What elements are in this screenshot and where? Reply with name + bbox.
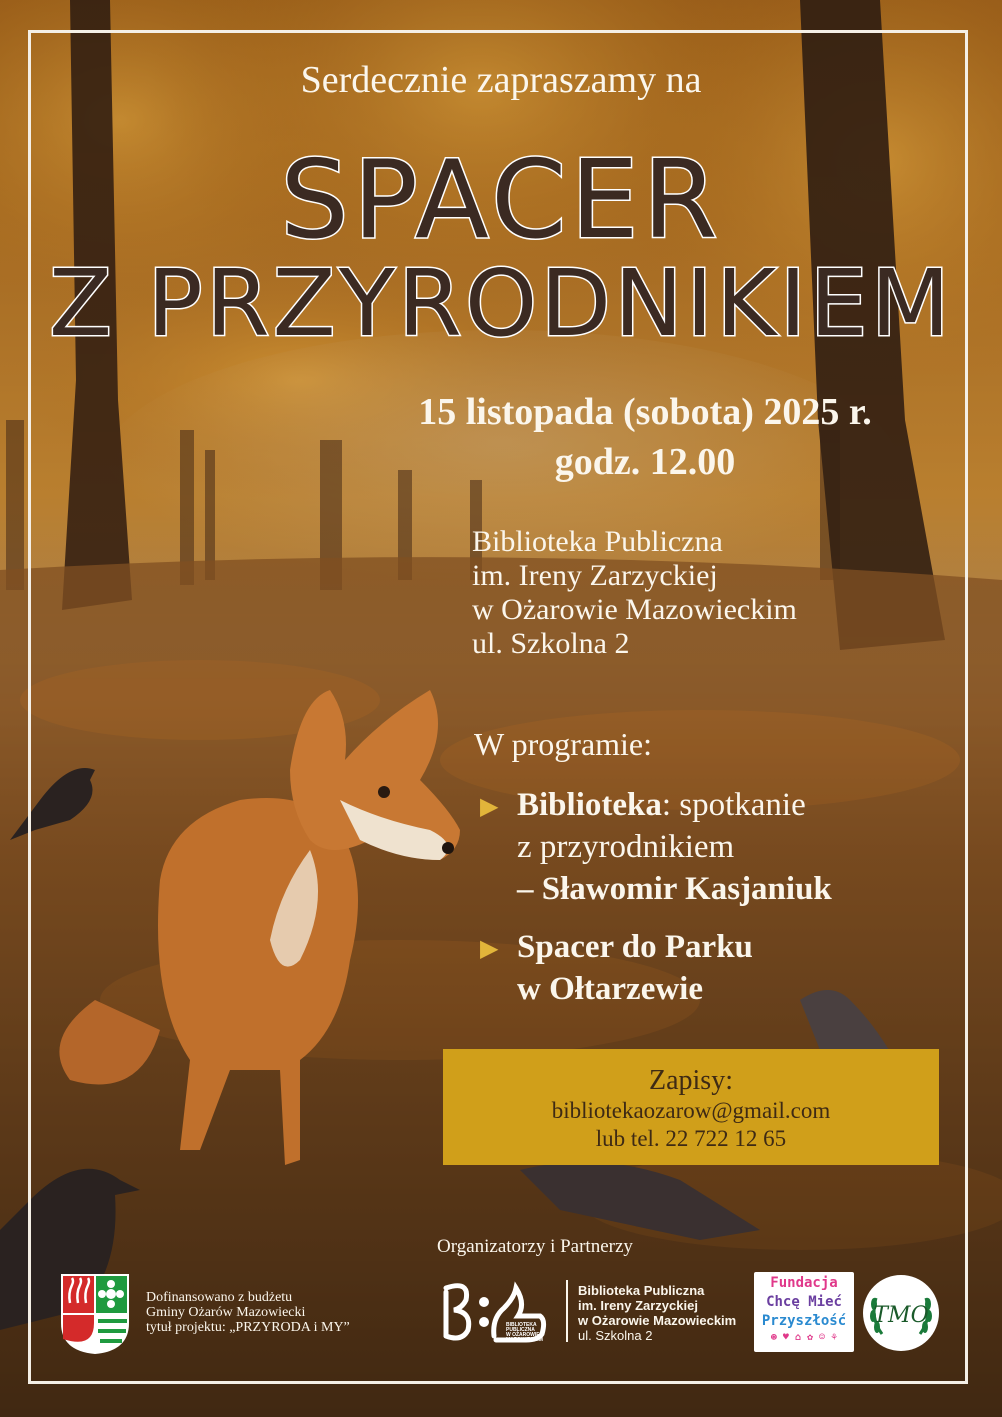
signup-phone[interactable]: lub tel. 22 722 12 65	[595, 1126, 787, 1151]
funding-note	[146, 1290, 350, 1335]
address-line: im. Ireny Zarzyckiej	[472, 559, 718, 592]
program-item-text: : spotkanie	[661, 787, 806, 823]
title-line-1: SPACER	[280, 138, 722, 263]
emblem-text: TMO	[873, 1303, 929, 1328]
foundation-line: Chcę Mieć	[766, 1294, 842, 1310]
bullet-arrow-icon: ▶	[480, 794, 499, 820]
program-heading: W programie:	[474, 726, 653, 762]
funding-line: tytuł projektu: „PRZYRODA i MY”	[146, 1320, 350, 1335]
program-item-1	[480, 784, 832, 910]
municipality-crest-logo	[60, 1273, 130, 1355]
program-item-line: z przyrodnikiem	[517, 829, 735, 865]
address-line: ul. Szkolna 2	[472, 627, 630, 660]
foundation-line: Fundacja	[770, 1275, 838, 1291]
invite-text: Serdecznie zapraszamy na	[300, 59, 702, 101]
funding-line: Gminy Ożarów Mazowiecki	[146, 1305, 306, 1320]
program-item-line: Spacer do Parku	[517, 929, 753, 965]
logo-small-text: BIBLIOTEKA	[506, 1322, 537, 1328]
library-line: Biblioteka Publiczna	[578, 1283, 705, 1298]
program-item-2	[480, 926, 753, 1010]
library-line: ul. Szkolna 2	[578, 1328, 653, 1343]
foundation-logo	[754, 1272, 854, 1352]
library-logo-icon	[440, 1278, 550, 1344]
library-line: w Ożarowie Mazowieckim	[578, 1313, 737, 1328]
program-item-speaker: – Sławomir Kasjaniuk	[517, 871, 832, 907]
logo-small-text: W OŻAROWIE	[506, 1332, 540, 1338]
signup-email[interactable]: bibliotekaozarow@gmail.com	[551, 1098, 831, 1123]
event-time: godz. 12.00	[554, 441, 736, 483]
address-line: w Ożarowie Mazowieckim	[472, 593, 797, 626]
funding-line: Dofinansowano z budżetu	[146, 1290, 293, 1305]
program-item-line: w Ołtarzewie	[517, 971, 703, 1007]
event-date: 15 listopada (sobota) 2025 r.	[418, 391, 872, 433]
bullet-arrow-icon: ▶	[480, 936, 499, 962]
foundation-icons: ⊛ ♥ ⌂ ✿ ☺ ⚘	[770, 1332, 838, 1343]
divider	[566, 1280, 568, 1342]
logo-small-text: MAZOWIECKIM	[506, 1337, 543, 1343]
venue-address	[472, 525, 797, 661]
tmo-emblem-logo	[862, 1274, 940, 1352]
logo-small-text: PUBLICZNA	[506, 1327, 535, 1333]
title-line-2: Z PRZYRODNIKIEM	[49, 250, 953, 357]
signup-heading: Zapisy:	[649, 1065, 733, 1096]
address-line: Biblioteka Publiczna	[472, 525, 723, 558]
program-item-bold: Biblioteka	[517, 787, 662, 823]
library-logo-text	[578, 1283, 736, 1343]
foundation-line: Przyszłość	[761, 1313, 847, 1329]
organizers-heading: Organizatorzy i Partnerzy	[437, 1236, 633, 1257]
signup-box	[443, 1049, 939, 1165]
library-line: im. Ireny Zarzyckiej	[578, 1298, 698, 1313]
